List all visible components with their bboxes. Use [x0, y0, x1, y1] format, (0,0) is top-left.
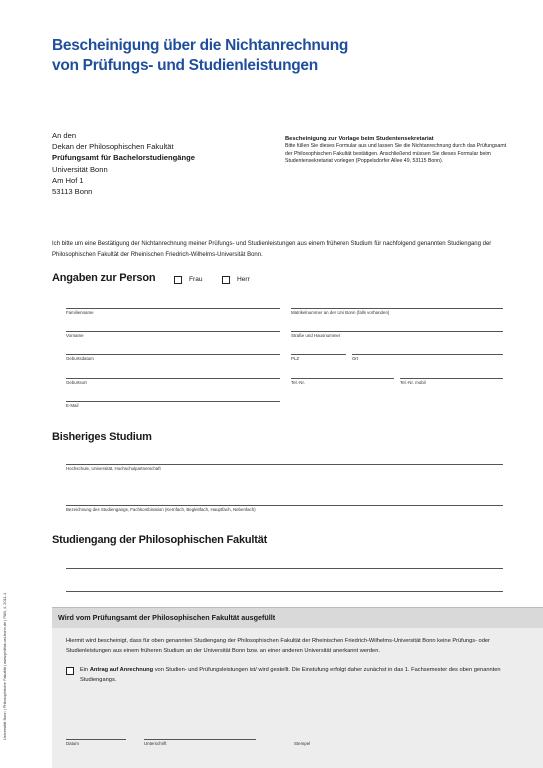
previous-study-heading: Bisheriges Studium — [52, 431, 152, 443]
hochschule-label: Hochschule, Universität, Hochschulpartnerschaft — [66, 466, 161, 471]
studiengang-bezeichnung-field[interactable] — [66, 505, 503, 506]
vorname-label: Vorname — [66, 333, 84, 338]
intro-paragraph: Ich bitte um eine Bestätigung der Nichtanrechnung meiner Prüfungs- und Studienleistungen aus einem früheren Studium für nachfolgend genannten Studiengang der Philosophischen Fakultät der Rheinischen Friedrich-Wilhelms-Universität Bonn. — [52, 241, 492, 258]
studiengang-bezeichnung-label: Bezeichnung des Studiengangs, Fachkombination (Kernfach, Begleitfach, Hauptfach, Nebenfach) — [66, 507, 256, 512]
address-line: An den — [52, 131, 77, 140]
official-heading: Wird vom Prüfungsamt der Philosophischen Fakultät ausgefüllt — [58, 613, 276, 622]
geburtsort-field[interactable] — [66, 378, 280, 379]
address-line: Prüfungsamt für Bachelorstudiengänge — [52, 153, 196, 163]
herr-label: Herr — [237, 276, 250, 283]
address-line: Universität Bonn — [52, 164, 108, 174]
unterschrift-label: Unterschrift — [144, 741, 167, 746]
tel-label: Tel.-Nr. — [291, 380, 305, 385]
hochschule-field[interactable] — [66, 464, 503, 465]
antrag-text-bold: Antrag auf Anrechnung — [89, 667, 154, 673]
ort-field[interactable] — [352, 354, 503, 355]
email-field[interactable] — [66, 401, 280, 402]
antrag-checkbox[interactable] — [66, 667, 74, 675]
notice-body: Bitte füllen Sie dieses Formular aus und lassen Sie die Nichtanrechnung durch das Prüfungsamt der Philosophischen Fakultät bestätigen. Anschließend müssen Sie dieses Formular beim Studentensekretariat vorlegen (Poppelsdorfer Allee 49, 53115 Bonn). — [285, 143, 507, 165]
recipient-address — [52, 130, 272, 197]
program-heading: Studiengang der Philosophischen Fakultät — [52, 534, 268, 546]
official-statement: Hiermit wird bescheinigt, dass für oben genannten Studiengang der Philosophischen Fakultät der Rheinischen Friedrich-Wilhelms-Universität Bonn keine Prüfungs- oder Studienleistungen aus einem früheren Studium an der Universität Bonn bzw. an einer anderen Universität anerkannt werden. — [66, 638, 490, 654]
address-line: Dekan der Philosophischen Fakultät — [52, 142, 174, 152]
strasse-field[interactable] — [291, 331, 503, 332]
title-line-2: von Prüfungs- und Studienleistungen — [52, 57, 318, 74]
plz-label: PLZ — [291, 356, 300, 361]
geburtsdatum-field[interactable] — [66, 354, 280, 355]
address-line: 53113 Bonn — [52, 187, 93, 197]
title-line-1: Bescheinigung über die Nichtanrechnung — [52, 37, 349, 54]
unterschrift-field[interactable] — [144, 739, 256, 740]
side-footer-text: Universität Bonn | Philosophische Fakultät | www.philfak.uni-bonn.de | PAB, 4, 2011-1 — [2, 592, 7, 740]
address-line: Am Hof 1 — [52, 175, 84, 185]
datum-label: Datum — [66, 741, 79, 746]
antrag-text — [80, 665, 510, 685]
notice-box — [285, 135, 510, 166]
program-field-1[interactable] — [66, 568, 503, 569]
geburtsort-label: Geburtsort — [66, 380, 87, 385]
vorname-field[interactable] — [66, 331, 280, 332]
frau-label: Frau — [189, 276, 203, 283]
email-label: E-Mail — [66, 403, 79, 408]
tel-field[interactable] — [291, 378, 394, 379]
matrikel-label: Matrikelnummer an der Uni Bonn (falls vorhanden) — [291, 310, 390, 315]
stempel-label: Stempel — [294, 741, 311, 746]
datum-field[interactable] — [66, 739, 126, 740]
person-heading: Angaben zur Person — [52, 272, 156, 284]
matrikel-field[interactable] — [291, 308, 503, 309]
notice-heading: Bescheinigung zur Vorlage beim Studentensekretariat — [285, 136, 434, 142]
familienname-field[interactable] — [66, 308, 280, 309]
ort-label: Ort — [352, 356, 359, 361]
antrag-text-post: von Studien- und Prüfungsleistungen ist/ wird gestellt. Die Einstufung erfolgt daher zunächst in das 1. Fachsemester des oben genannten Studiengangs. — [80, 667, 501, 683]
plz-field[interactable] — [291, 354, 346, 355]
program-field-2[interactable] — [66, 591, 503, 592]
antrag-text-pre: Ein — [80, 667, 90, 673]
familienname-label: Familienname — [66, 310, 94, 315]
frau-checkbox[interactable] — [174, 276, 182, 284]
document-title — [52, 36, 492, 76]
herr-checkbox[interactable] — [222, 276, 230, 284]
tel-mobil-label: Tel.-Nr. mobil — [400, 380, 426, 385]
geburtsdatum-label: Geburtsdatum — [66, 356, 94, 361]
tel-mobil-field[interactable] — [400, 378, 503, 379]
strasse-label: Straße und Hausnummer — [291, 333, 341, 338]
